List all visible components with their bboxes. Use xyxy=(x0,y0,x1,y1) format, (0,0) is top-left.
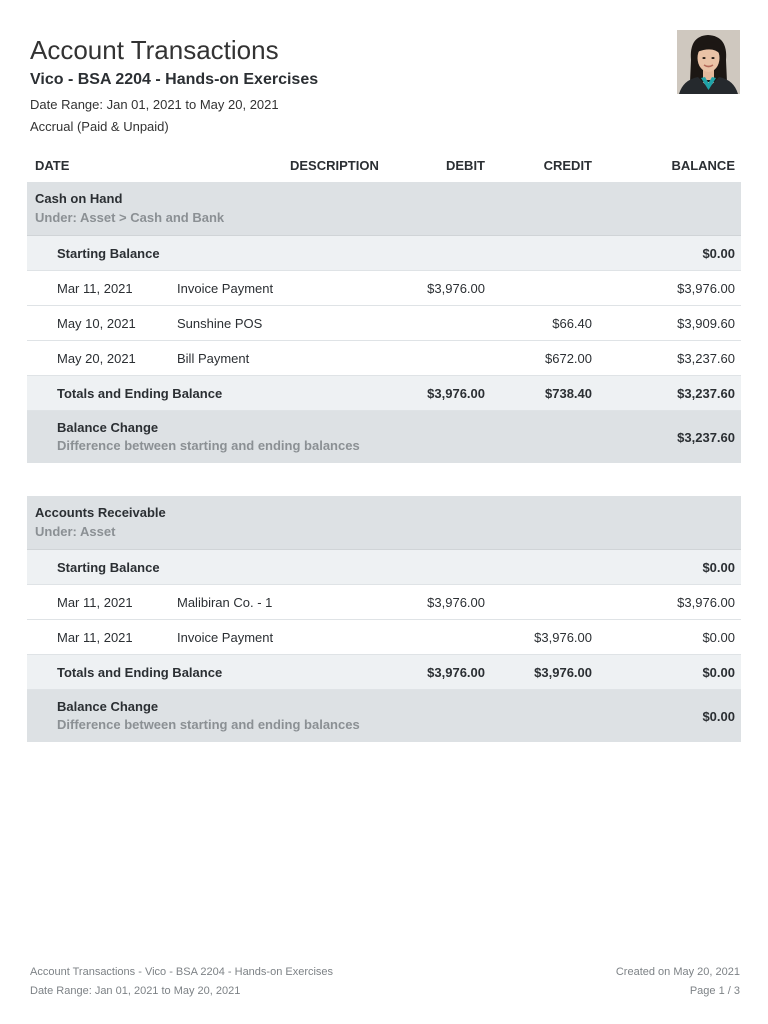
table-row xyxy=(27,585,741,620)
table-row xyxy=(27,620,741,655)
balance-change-value: $0.00 xyxy=(702,709,735,724)
transaction-description: Invoice Payment xyxy=(177,630,274,645)
total-credit: $738.40 xyxy=(545,386,592,401)
balance-change-label: Balance Change xyxy=(57,699,159,714)
account-header xyxy=(27,496,741,550)
transaction-balance: $3,976.00 xyxy=(677,595,735,610)
ending-balance: $0.00 xyxy=(702,665,735,680)
transactions-table xyxy=(27,148,741,742)
account-category: Under: Asset > Cash and Bank xyxy=(35,210,225,225)
account-header xyxy=(27,182,741,236)
page-title: Account Transactions xyxy=(30,35,279,65)
total-debit: $3,976.00 xyxy=(427,665,485,680)
accounting-basis: Accrual (Paid & Unpaid) xyxy=(30,119,169,134)
transaction-date: May 10, 2021 xyxy=(57,316,136,331)
profile-photo xyxy=(677,30,740,94)
footer-report-name: Account Transactions - Vico - BSA 2204 - Hands-on Exercises xyxy=(30,966,334,978)
transaction-description: Bill Payment xyxy=(177,351,250,366)
balance-change-value: $3,237.60 xyxy=(677,430,735,445)
transaction-description: Invoice Payment xyxy=(177,281,274,296)
company-name: Vico - BSA 2204 - Hands-on Exercises xyxy=(30,71,319,88)
transaction-date: Mar 11, 2021 xyxy=(57,630,133,645)
starting-balance-value: $0.00 xyxy=(702,560,735,575)
balance-change-row xyxy=(27,411,741,463)
starting-balance-label: Starting Balance xyxy=(57,246,160,261)
totals-row xyxy=(27,655,741,690)
account-name: Accounts Receivable xyxy=(35,505,166,520)
starting-balance-row xyxy=(27,236,741,271)
transaction-balance: $3,976.00 xyxy=(677,281,735,296)
account-category: Under: Asset xyxy=(35,524,116,539)
balance-change-description: Difference between starting and ending balances xyxy=(57,717,360,732)
balance-change-description: Difference between starting and ending balances xyxy=(57,438,360,453)
date-range: Date Range: Jan 01, 2021 to May 20, 2021 xyxy=(30,97,279,112)
transaction-description: Malibiran Co. - 1 xyxy=(177,595,273,610)
starting-balance-label: Starting Balance xyxy=(57,560,160,575)
transaction-debit: $3,976.00 xyxy=(427,595,485,610)
total-credit: $3,976.00 xyxy=(534,665,592,680)
transaction-credit: $3,976.00 xyxy=(534,630,592,645)
transaction-balance: $0.00 xyxy=(702,630,735,645)
transaction-balance: $3,909.60 xyxy=(677,316,735,331)
table-row xyxy=(27,306,741,341)
account-name: Cash on Hand xyxy=(35,191,123,206)
ending-balance: $3,237.60 xyxy=(677,386,735,401)
footer-created-date: Created on May 20, 2021 xyxy=(615,966,740,978)
starting-balance-value: $0.00 xyxy=(702,246,735,261)
balance-change-row xyxy=(27,690,741,742)
transaction-credit: $672.00 xyxy=(545,351,592,366)
column-header-debit: DEBIT xyxy=(446,158,485,173)
column-header-credit: CREDIT xyxy=(543,158,592,173)
transaction-date: May 20, 2021 xyxy=(57,351,136,366)
transaction-description: Sunshine POS xyxy=(177,316,263,331)
table-row xyxy=(27,271,741,306)
table-header xyxy=(27,148,741,182)
transaction-date: Mar 11, 2021 xyxy=(57,595,133,610)
section-spacer xyxy=(27,463,741,496)
totals-row xyxy=(27,376,741,411)
totals-label: Totals and Ending Balance xyxy=(57,386,223,401)
transaction-balance: $3,237.60 xyxy=(677,351,735,366)
balance-change-label: Balance Change xyxy=(57,420,159,435)
transaction-date: Mar 11, 2021 xyxy=(57,281,133,296)
footer-page-number: Page 1 / 3 xyxy=(689,985,740,997)
column-header-date: DATE xyxy=(35,158,70,173)
column-header-description: DESCRIPTION xyxy=(290,158,379,173)
footer-date-range: Date Range: Jan 01, 2021 to May 20, 2021 xyxy=(30,985,241,997)
transaction-credit: $66.40 xyxy=(552,316,592,331)
total-debit: $3,976.00 xyxy=(427,386,485,401)
transaction-debit: $3,976.00 xyxy=(427,281,485,296)
table-row xyxy=(27,341,741,376)
totals-label: Totals and Ending Balance xyxy=(57,665,223,680)
column-header-balance: BALANCE xyxy=(671,158,735,173)
starting-balance-row xyxy=(27,550,741,585)
